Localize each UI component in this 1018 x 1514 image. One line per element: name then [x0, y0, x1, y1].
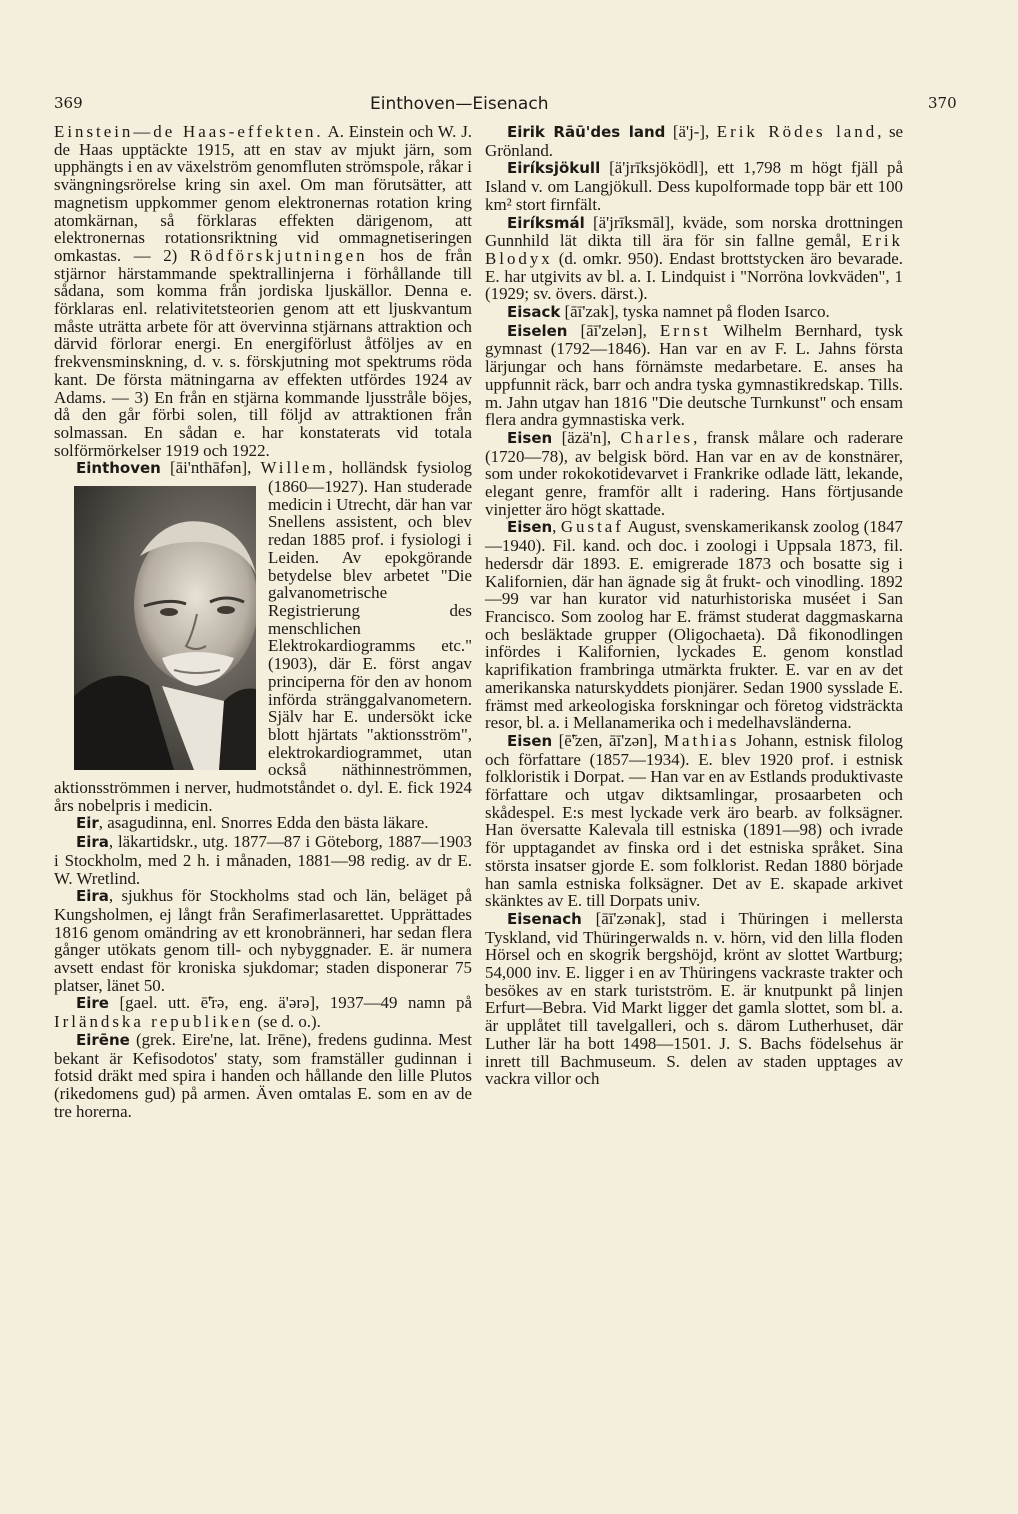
entry-eisen-gustaf: Eisen, Gustaf August, svenskamerikansk zoolog (1847—1940). Fil. kand. och doc. i zoologi i Uppsala 1873, fil. hedersdr där 1893. E. emigrerade 1873 och bosatte sig i Kalifornien, där han ägnade sig åt frukt- och vinodling. 1892—99 var han kurator vid naturhistoriska muséet i San Francisco. Som zoolog har E. främst studerat daggmaskarna och besläktade grupper (Oligochaeta). Då fikonodlingen infördes i Kalifornien, lyckades E. genom konstlad kaprifikation frambringa utmärkta frukter. E. var en av det amerikanska naturskyddets pionjärer. Sedan 1900 sysslade E. främst med arkeologiska forskningar och företog vidsträckta resor, bl. a. i Mellanamerika och i medelhavsländerna.	[485, 517, 903, 733]
entry-headword: Eisenach	[507, 909, 582, 928]
entry-eire: Eire [gael. utt. ē̃'rə, eng. ä'ərə], 1937—49 namn på Irländska republiken (se d. o.).	[54, 993, 472, 1032]
entry-eisack: Eisack [āī'zak], tyska namnet på floden Isarco.	[507, 302, 830, 322]
portrait-photo	[74, 486, 256, 770]
entry-eiselen: Eiselen [āī'zelən], Ernst Wilhelm Bernhard, tysk gymnast (1792—1846). Han var en av F. L. Jahns första lärjungar och hans förnämste medarbetare. E. anses ha uppfunnit räck, barr och andra tyska gymnastikredskap. Tills. m. Jahn utgav han 1816 "Die deutsche Turnkunst" och ensam flera andra gymnastiska verk.	[485, 320, 903, 430]
entry-eirene: Eirēne (grek. Eire'ne, lat. Irēne), fredens gudinna. Mest bekant är Kefisodotos' staty, som framställer gudinnan i fotsid dräkt med spira i handen och hållande den lille Plutos (rikedomens gud) på armen. Även omtalas E. som en av de tre horerna.	[54, 1029, 472, 1121]
entry-headword: Eiríksmál	[507, 213, 585, 232]
entry-headword: Eira	[76, 833, 109, 852]
entry-eisen-mathias: Eisen [ē̃'zen, āī'zən], Mathias Johann, estnisk filolog och författare (1857—1934). E. blev 1920 prof. i estnisk folkloristik i Dorpat. — Han var en av Estlands produktivaste författare och utgav diktsamlingar, prosaarbeten och skådespel. E:s mest lyckade verk äro bearb. av folksägner. Han översatte Kalevala till estniska (1891—98) och ivrade för upptagandet av finska ord i det estniska språket. Sina största insatser gjorde E. som folklorist. Redan 1880 började han samla estniska folksägner. Det av E. skapade arkivet skänktes av E. till Dorpats univ.	[485, 730, 903, 911]
entry-einthoven: Einthoven [āi'nthāfən], Willem , holländsk fysiolog (1860—1927). Han studerade medicin i Utrecht, där han var Snellens assistent, och blev redan 1885 prof. i fysiologi i Leiden. Av epokgörande betydelse blev arbetet "Die galvanometrische Registrierung des menschlichen Elektrokardiogramms etc." (1903), där E. först angav principerna för den av honom införda stränggalvanometern. Själv har E. undersökt icke blott hjärtats "aktionsström", elektrokardiogrammet, utan också näthinneströmmen, aktionsströmmen i nerver, hudmotståndet o. dyl. E. fick 1924 års nobelpris i medicin.	[54, 458, 472, 815]
entry-headword: Eisen	[507, 731, 553, 750]
entry-eiriksjokull: Eiríksjökull [ä'jrīksjöködl], ett 1,798 m högt fjäll på Island v. om Langjökull. Dess kupolformade topp bär ett 100 km² stort firnfält.	[485, 158, 903, 214]
entry-headword: Eire	[76, 994, 109, 1013]
entry-eisenach: Eisenach [āī'zənak], stad i Thüringen i mellersta Tyskland, vid Thüringerwalds n. v. hörn, vid den lilla floden Hörsel och en skogrik bergshöjd, krönt av slottet Wartburg; 54,000 inv. E. ligger i en av Thüringens vackraste trakter och besökes av en stark turistström. E. är knutpunkt på linjen Erfurt—Bebra. Vid Markt ligger det gamla slottet, som bl. a. är upplåtet till tavelgalleri, och s. därom Lutherhuset, där Luther lär ha bott 1498—1501. J. S. Bachs födelsehus är inrett till Bachmuseum. S. delen av staden upptages av vackra villor och	[485, 908, 903, 1089]
entry-eirik-raudes-land: Eirik Rāū'des land [ä'j-], Erik Rödes land, se Grönland.	[485, 122, 904, 160]
entry-headword: Eirēne	[76, 1030, 130, 1049]
entry-headword: Einthoven	[76, 459, 161, 478]
entry-einstein-de-haas: Einstein—de Haas-effekten. A. Einstein och W. J. de Haas upptäckte 1915, att en stav av mjukt järn, som upphängts i en av växelström genomfluten strömspole, råkar i svängningsrörelse kring sin axel. Om man förutsätter, att magnetism uppkommer genom elektronernas rotation kring atomkärnan, så förklaras effekten därigenom, att elektronernas rotationsriktning vid ommagnetiseringen omkastas. — 2) Rödförskjutningen hos de från stjärnor härstammande spektrallinjerna i förhållande till sådana, som komma från jordiska ljuskällor. Denna e. förklaras enl. relativitetsteorien genom att ett ljuskvantum måste uträtta arbete för att övervinna stjärnans attraktion och därvid förlorar energi. En energiförlust åtföljes av en frekvensminskning, d. v. s. förskjutning mot spektrums röda kant. De första mätningarna av effekten utfördes 1924 av Adams. — 3) En från en stjärna kommande ljusstråle böjes, då den går förbi solen, till följd av attraktionen från solmassan. En sådan e. har konstaterats vid totala solförmörkelser 1919 och 1922.	[54, 122, 473, 460]
entry-headword: Eisen	[507, 518, 553, 537]
left-column	[54, 123, 472, 1120]
page-number-left: 369	[54, 94, 83, 112]
entry-eiriksmal: Eiríksmál [ä'jrīksmāl], kväde, som norska drottningen Gunnhild lät dikta till ära för sin fallne gemål, Erik Blodyx (d. omkr. 950). Endast brottstycken äro bevarade. E. har utgivits av bl. a. I. Lindquist i "Norröna lovkväden", 1 (1929; sv. övers. därst.).	[485, 212, 903, 304]
entry-headword: Eiselen	[507, 321, 568, 340]
page-number-right: 370	[928, 94, 957, 112]
right-column	[485, 123, 903, 1088]
entry-headword: Eisack	[507, 303, 561, 322]
entry-eisen-charles: Eisen [äzä'n], Charles, fransk målare och raderare (1720—78), av belgisk börd. Han var en av de konstnärer, som under rokokotidevarvet i Frankrike odlade lätt, lekande, elegant genre, framför allt i radering. Hans förtjusande vinjetter äro högt skattade.	[485, 427, 904, 519]
entry-headword: Eira	[76, 887, 109, 906]
entry-headword: Einstein—de Haas-effekten.	[54, 122, 324, 141]
entry-headword: Eiríksjökull	[507, 159, 601, 178]
entry-eir: Eir, asagudinna, enl. Snorres Edda den bästa läkare.	[76, 813, 429, 833]
entry-eira-journal: Eira, läkartidskr., utg. 1877—87 i Göteborg, 1887—1903 i Stockholm, med 2 h. i månaden, 1881—98 redig. av dr E. W. Wretlind.	[54, 832, 472, 888]
entry-headword: Eir	[76, 814, 99, 833]
running-head: Einthoven—Eisenach	[370, 94, 549, 114]
entry-headword: Eirik Rāū'des land	[507, 123, 666, 141]
entry-eira-hospital: Eira, sjukhus för Stockholms stad och län, beläget på Kungsholmen, ej långt från Serafimerlasarettet. Upprättades 1816 genom omändring av ett kronobränneri, har sedan flera gånger utökats genom till- och nybyggnader. E. är numera avsett endast för kroniska sjukdomar; staden disponerar 75 platser, länet 50.	[54, 886, 472, 995]
einthoven-portrait	[52, 486, 256, 770]
entry-headword: Eisen	[507, 428, 553, 447]
